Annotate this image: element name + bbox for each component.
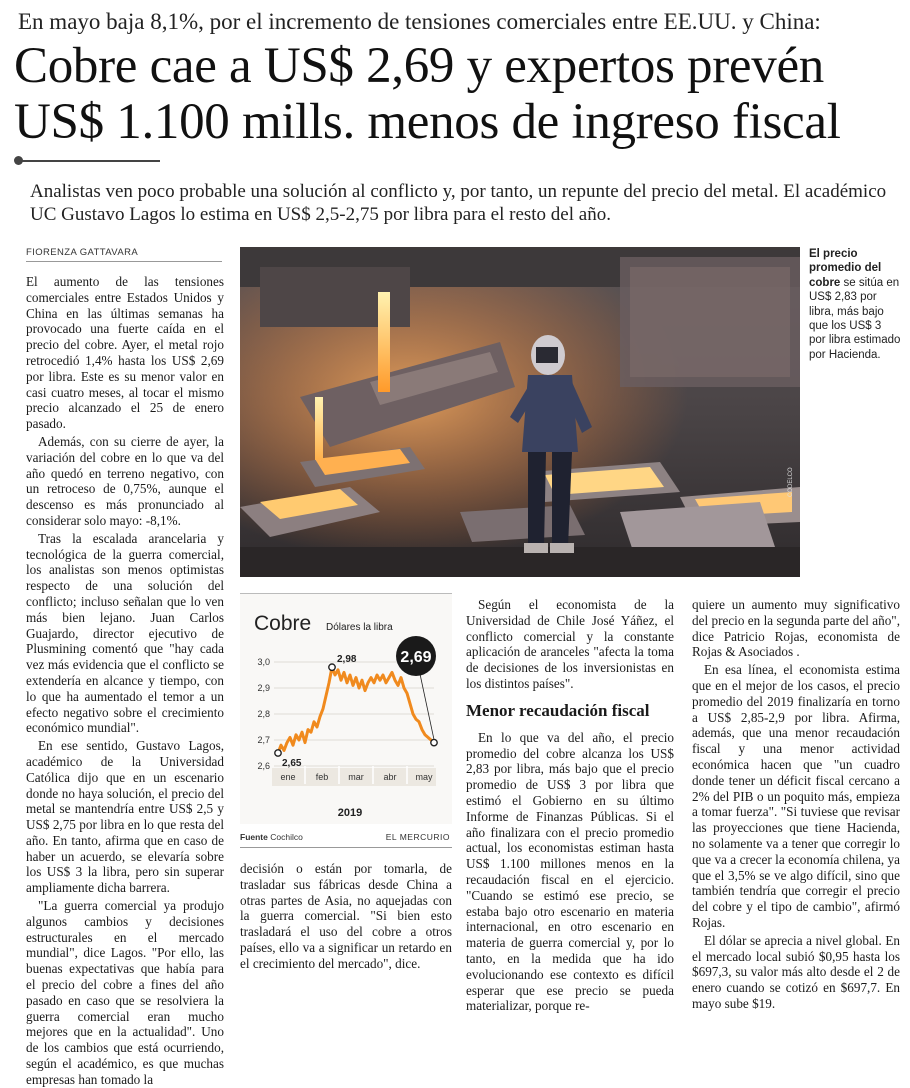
chart-x-tick-label: feb [315,772,329,782]
paragraph: Según el economista de la Universidad de Chile José Yáñez, el conflicto comercial y la constante aplicación de aranceles "afecta la toma de decisiones de los inversionistas en los distintos países". [466,597,674,691]
paragraph: quiere un aumento muy significativo del precio en la segunda parte del año", dice Patricio Rojas, economista de Rojas & Asociados . [692,597,900,660]
chart-data-label: 2,98 [337,654,357,666]
paragraph: Además, con su cierre de ayer, la variación del cobre en lo que va del año quedó en terreno negativo, con un retroceso de 0,75%, aunque el descenso es más pronunciado al considerar solo mayo: -8,1%. [26,433,224,528]
chart-x-tick-label: ene [280,772,296,782]
paragraph: decisión o están por tomarla, de trasladar sus fábricas desde China a otras partes de Asia, no aquejadas con la guerra comercial. "Si bien esto trasladará el uso del cobre a otros países, ello va a significar un retardo en el crecimiento del mercado", dice. [240,861,452,971]
article-byline: FIORENZA GATTAVARA [26,247,222,262]
paragraph: "La guerra comercial ya produjo algunos cambios y decisiones estructurales en el mercado mundial", dice Lagos. "Por ello, las buenas expectativas que había para el precio del cobre a fines del año pasado en caso que se resolviera la guerra comercial eran mucho mejores que en la actualidad". Uno de los cambios que está ocurriendo, según el académico, es que muchas empresas han tomado la [26,898,224,1087]
caption-lead: El precio promedio del cobre [809,248,882,289]
paragraph: En ese sentido, Gustavo Lagos, académico de la Universidad Católica dijo que en un escenario donde no haya solución, el precio del metal se mantendría entre US$ 2,5 y US$ 2,75 por libra en lo que resta del año. En tanto, afirma que en caso de haber un acuerdo, se elevaría sobre los US$ 3 la libra, pero sin superar ampliamente dicha barrera. [26,738,224,896]
paragraph: En esa línea, el economista estima que en el mejor de los casos, el precio promedio del 2019 finalizaría en torno a US$ 2,85-2,9 por libra. Afirma, además, que una menor recaudación fiscal y una menor actividad económica hacen que "un cuadro donde tener un déficit fiscal cercano a 2% del PIB o un poquito más, empieza a tomar fuerza". "Si tuviese que revisar las proyecciones que tiene Hacienda, no solamente va a tener que corregir lo que va a crecer la economía chilena, ya que el 3,5% se ve algo difícil, sino que también tendría que corregir el precio del cobre y el tipo de cambio", afirmó Rojas. [692,662,900,930]
caption-text: se sitúa en US$ 2,83 por libra, más bajo que los US$ 3 por libra estimado por Hacienda. [809,276,901,361]
section-subheading: Menor recaudación fiscal [466,700,650,720]
paragraph: En lo que va del año, el precio promedio del cobre alcanza los US$ 2,83 por libra, más bajo que el precio promedio de US$ 3 por libra que estimó el Gobierno en su último Informe de Finanzas Públicas. Si el año finalizara con el precio promedio actual, los economistas estiman hasta US$ 1.100 millones menos en la recaudación fiscal en el ejercicio. "Cuando se estimó ese precio, se estaba bajo otro escenario en materia internacional, en otro escenario en materia de guerra comercial y, por lo tanto, en la medida que ha ido evolucionando ese contexto es difícil esperar que ese precio se pueda materializar, porque re- [466,729,674,1014]
chart-y-tick-label: 2,8 [257,709,270,719]
chart-source-name: Cochilco [270,832,303,842]
article-column-1b [240,861,452,972]
paragraph: Tras la escalada arancelaria y tecnológica de la guerra comercial, los analistas son menos optimistas respecto de una solución del conflicto; incluso señalan que lo ven más bien lejano. Juan Carlos Guajardo, director ejecutivo de Plusmining comentó que "hay cada vez más evidencia que el conflicto se extendería en alcance y tiempo, con lo que ha aumentado el temor a un efecto negativo sobre el crecimiento económico mundial". [26,530,224,736]
article-column-3 [692,597,900,1012]
chart-divider [240,847,452,848]
photo-credit: CODELCO [788,467,794,497]
headline-rule [20,160,160,162]
chart-y-tick-label: 3,0 [257,657,270,667]
chart-x-tick-label: mar [348,772,364,782]
article-deck: Analistas ven poco probable una solución al conflicto y, por tanto, un repunte del precio del metal. El académico UC Gustavo Lagos lo estima en US$ 2,5-2,75 por libra para el resto del año. [30,181,887,225]
chart-canvas [240,594,452,824]
copper-price-chart [240,593,452,823]
chart-y-tick-label: 2,9 [257,683,270,693]
chart-publisher: EL MERCURIO [385,832,450,842]
chart-badge-label: 2,69 [400,649,432,666]
chart-data-marker [275,750,281,756]
article-photo [240,247,800,577]
paragraph: El dólar se aprecia a nivel global. En el mercado local subió $0,95 hasta los $697,3, su valor más alto desde el 2 de enero cuando se cotizó en $697,7. En mayo sube $19. [692,932,900,1011]
chart-data-marker [329,664,335,670]
copper-smelter-photo [240,247,800,577]
chart-x-tick-label: may [415,772,433,782]
chart-y-tick-label: 2,6 [257,761,270,771]
chart-source [240,832,452,842]
article-headline: Cobre cae a US$ 2,69 y expertos prevén US$ 1.100 mills. menos de ingreso fiscal [14,38,841,150]
chart-y-tick-label: 2,7 [257,735,270,745]
chart-data-marker [431,739,437,745]
chart-data-label: 2,65 [282,758,302,769]
article-kicker: En mayo baja 8,1%, por el incremento de tensiones comerciales entre EE.UU. y China: [18,9,821,34]
chart-source-label: Fuente [240,832,268,842]
photo-caption [809,247,901,362]
chart-x-tick-label: abr [383,772,397,782]
article-column-1 [26,274,224,1088]
chart-subtitle: Dólares la libra [326,622,393,633]
paragraph: El aumento de las tensiones comerciales entre Estados Unidos y China en las últimas semanas ha provocado una fuerte caída en el precio del cobre. Ayer, el metal rojo retrocedió 1,4% hasta los US$ 2,69 por libra. Este es su menor valor en casi cuatro meses, al tocar el mismo precio alcanzado el 25 de enero pasado. [26,274,224,432]
chart-title: Cobre [254,612,312,635]
chart-x-axis [272,766,436,786]
chart-year-label: 2019 [337,807,363,819]
article-column-2 [466,597,674,1014]
